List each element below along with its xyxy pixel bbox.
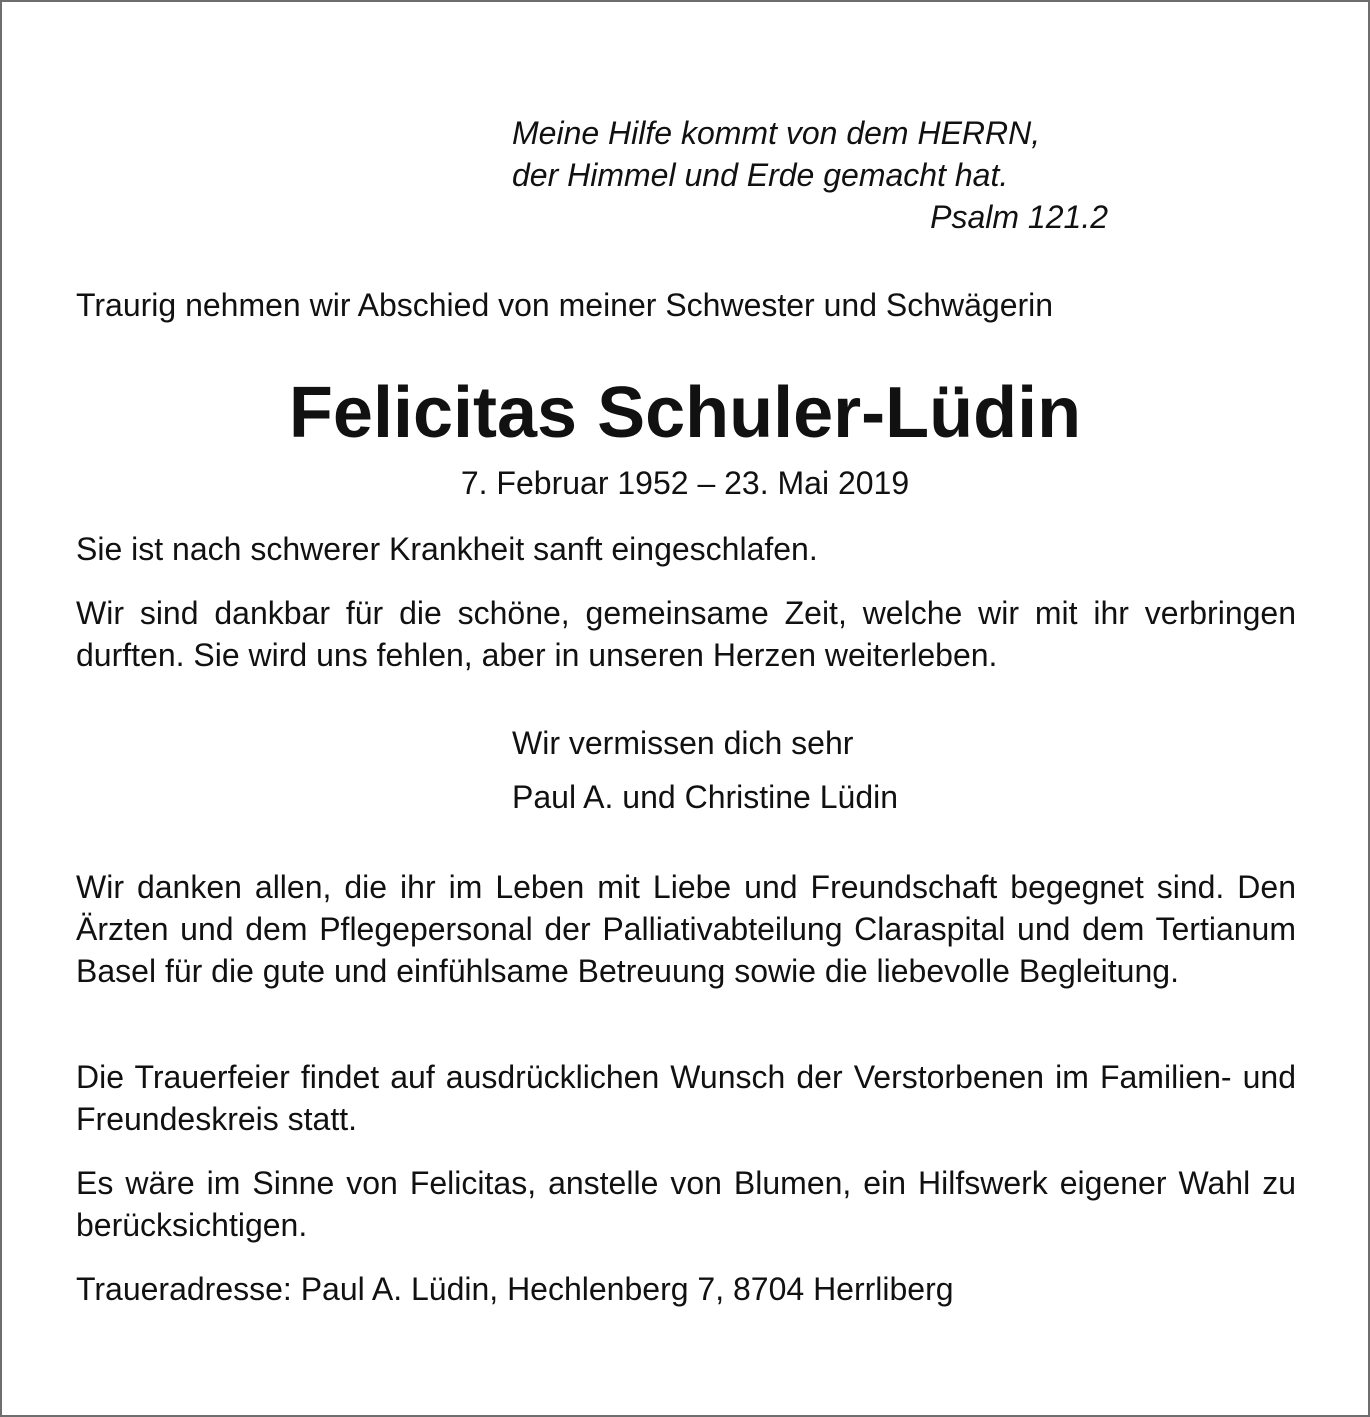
verse-line-2: der Himmel und Erde gemacht hat. (512, 157, 1009, 193)
paragraph-ceremony: Die Trauerfeier findet auf ausdrücklichen Wunsch der Verstorbenen im Familien- und Freundeskreis statt. (76, 1059, 1296, 1137)
signature-names: Paul A. und Christine Lüdin (512, 779, 899, 815)
verse-reference: Psalm 121.2 (930, 199, 1108, 235)
paragraph-grateful: Wir sind dankbar für die schöne, gemeinsame Zeit, welche wir mit ihr verbringen durften. Sie wird uns fehlen, aber in unseren Herzen weiterleben. (76, 595, 1296, 673)
paragraph-sleep: Sie ist nach schwerer Krankheit sanft eingeschlafen. (76, 531, 818, 567)
verse-line-1: Meine Hilfe kommt von dem HERRN, (512, 115, 1041, 151)
signature-miss-you: Wir vermissen dich sehr (512, 725, 854, 761)
mourning-address: Traueradresse: Paul A. Lüdin, Hechlenberg 7, 8704 Herrliberg (76, 1271, 954, 1307)
paragraph-thanks: Wir danken allen, die ihr im Leben mit Liebe und Freundschaft begegnet sind. Den Ärzten und dem Pflegepersonal der Palliativabteilung Claraspital und dem Tertianum Basel für die gute und einfühlsame Betreuung sowie die liebevolle Begleitung. (76, 869, 1296, 989)
paragraph-donation: Es wäre im Sinne von Felicitas, anstelle von Blumen, ein Hilfswerk eigener Wahl zu berücksichtigen. (76, 1165, 1296, 1243)
life-dates: 7. Februar 1952 – 23. Mai 2019 (460, 465, 910, 501)
intro-text: Traurig nehmen wir Abschied von meiner Schwester und Schwägerin (76, 287, 1054, 323)
deceased-name: Felicitas Schuler-Lüdin (288, 373, 1082, 453)
